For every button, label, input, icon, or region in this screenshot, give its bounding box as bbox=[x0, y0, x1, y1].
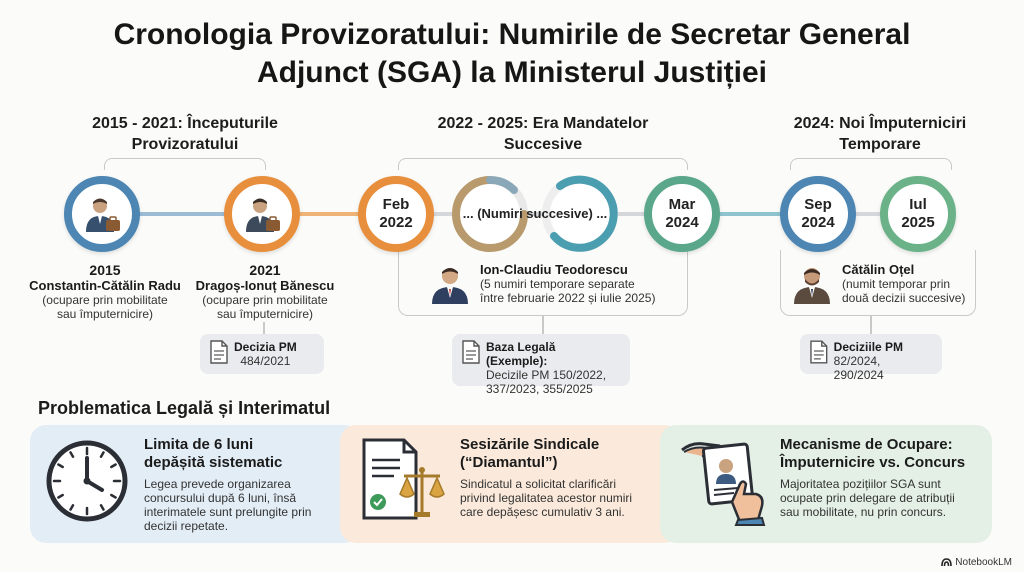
timeline-node-mar-2024 bbox=[644, 176, 720, 252]
person-name: Ion-Claudiu Teodorescu bbox=[480, 262, 628, 277]
page-title-line2: Adjunct (SGA) la Ministerul Justiției bbox=[256, 56, 768, 89]
person-name: Cătălin Oțel bbox=[842, 262, 915, 277]
card-six-month-limit bbox=[144, 436, 344, 533]
person-banescu bbox=[180, 262, 350, 321]
person-note: (ocupare prin mobilitate bbox=[42, 293, 168, 307]
card-text-line: Sindicatul a solicitat clarificări bbox=[460, 477, 617, 491]
node-year: 2024 bbox=[801, 214, 835, 231]
notebooklm-logo-icon bbox=[941, 558, 952, 567]
card-text-line: concursului după 6 luni, însă bbox=[144, 491, 297, 505]
card-union-referrals bbox=[460, 436, 670, 519]
timeline-node-feb-2022 bbox=[358, 176, 434, 252]
person-name: Dragoș-Ionuț Bănescu bbox=[195, 278, 335, 293]
card-text-line: decizii repetate. bbox=[144, 519, 229, 533]
document-icon bbox=[810, 340, 828, 364]
card-text-line: Majoritatea pozițiilor SGA sunt bbox=[780, 477, 941, 491]
era-heading-line: 2024: Noi Împuterniciri bbox=[793, 115, 967, 132]
legal-doc-examples bbox=[452, 334, 630, 396]
era-heading-2015-2021 bbox=[60, 113, 310, 155]
legal-doc-82-290-2024 bbox=[800, 334, 942, 382]
doc-title: Deciziile PM bbox=[833, 340, 904, 354]
card-text-line: ocupate prin delegare de atribuții bbox=[780, 491, 955, 505]
era-heading-2022-2025 bbox=[388, 113, 698, 155]
card-text bbox=[460, 477, 670, 519]
page-title-line1: Cronologia Provizoratului: Numirile de Secretar General bbox=[113, 18, 911, 51]
person-note: sau împuternicire) bbox=[56, 307, 154, 321]
node-year: 2024 bbox=[665, 214, 699, 231]
timeline-node-2021 bbox=[224, 176, 300, 252]
connector-line bbox=[263, 322, 265, 334]
person-otel bbox=[790, 262, 990, 306]
era-heading-line: Provizoratului bbox=[131, 136, 239, 153]
person-note: sau împuternicire) bbox=[216, 307, 314, 321]
era-heading-line: Temporare bbox=[839, 136, 921, 153]
document-icon bbox=[210, 340, 228, 364]
doc-title: Decizia PM bbox=[234, 340, 297, 354]
doc-text: Decizile PM 150/2022, bbox=[486, 368, 607, 382]
card-text-line: sau mobilitate, nu prin concurs. bbox=[780, 505, 947, 519]
legal-doc-484-2021 bbox=[200, 334, 324, 374]
card-title: Sesizările Sindicale bbox=[460, 436, 600, 453]
person-icon bbox=[428, 262, 472, 306]
doc-title: Baza Legală (Exemple): bbox=[486, 340, 556, 368]
era-bracket-2024 bbox=[790, 158, 952, 170]
connector-line bbox=[870, 316, 872, 334]
node-year: 2022 bbox=[379, 214, 413, 231]
connector-line bbox=[542, 316, 544, 334]
page-title bbox=[20, 16, 1004, 92]
person-icon bbox=[240, 192, 284, 236]
person-name: Constantin-Cătălin Radu bbox=[29, 278, 181, 293]
doc-text: 82/2024, 290/2024 bbox=[833, 354, 884, 382]
scales-icon bbox=[360, 436, 450, 522]
doc-text: 484/2021 bbox=[240, 354, 291, 368]
person-year: 2021 bbox=[249, 262, 281, 278]
card-title: Limita de 6 luni bbox=[144, 436, 254, 453]
person-teodorescu bbox=[428, 262, 688, 306]
section-title-legal-issues: Problematica Legală și Interimatul bbox=[38, 398, 331, 418]
node-month: Sep bbox=[804, 196, 832, 213]
era-heading-line: 2022 - 2025: Era Mandatelor bbox=[437, 115, 649, 132]
era-bracket-2022-2025 bbox=[398, 158, 688, 170]
node-month: Iul bbox=[909, 196, 927, 213]
era-heading-line: Succesive bbox=[503, 136, 583, 153]
person-note: (numit temporar prin bbox=[842, 277, 951, 291]
node-month: Feb bbox=[382, 196, 410, 213]
card-text-line: Legea prevede organizarea bbox=[144, 477, 291, 491]
person-icon bbox=[80, 192, 124, 236]
node-month: Mar bbox=[668, 196, 696, 213]
person-icon bbox=[790, 262, 834, 306]
card-text bbox=[144, 477, 344, 533]
era-heading-line: 2015 - 2021: Începuturile bbox=[92, 115, 278, 132]
brand-label: NotebookLM bbox=[955, 557, 1012, 568]
document-icon bbox=[462, 340, 480, 364]
card-title: depășită sistematic bbox=[144, 454, 283, 471]
card-title: Împuternicire vs. Concurs bbox=[780, 454, 966, 471]
notebooklm-watermark bbox=[941, 557, 1012, 568]
person-note: (5 numiri temporare separate bbox=[480, 277, 635, 291]
person-note: (ocupare prin mobilitate bbox=[202, 293, 328, 307]
card-title: (“Diamantul”) bbox=[460, 454, 558, 471]
successive-appointments-label: ... (Numiri succesive) ... bbox=[462, 206, 608, 221]
node-year: 2025 bbox=[901, 214, 935, 231]
doc-text: 337/2023, 355/2025 bbox=[486, 382, 593, 396]
card-text-line: privind legalitatea acestor numiri bbox=[460, 491, 633, 505]
clock-icon bbox=[44, 438, 130, 524]
era-heading-2024 bbox=[750, 113, 1010, 155]
era-bracket-2015-2021 bbox=[104, 158, 266, 170]
card-text bbox=[780, 477, 986, 519]
person-radu bbox=[20, 262, 190, 321]
person-year: 2015 bbox=[89, 262, 121, 278]
timeline-node-2015 bbox=[64, 176, 140, 252]
timeline-node-jul-2025 bbox=[880, 176, 956, 252]
timeline-node-sep-2024 bbox=[780, 176, 856, 252]
card-occupation-mechanisms bbox=[780, 436, 986, 519]
card-title: Mecanisme de Ocupare: bbox=[780, 436, 953, 453]
card-text-line: interimatele sunt prelungite prin bbox=[144, 505, 312, 519]
card-text-line: care depășesc cumulativ 3 ani. bbox=[460, 505, 625, 519]
person-note: între februarie 2022 și iulie 2025) bbox=[480, 291, 656, 305]
hand-resume-icon bbox=[680, 432, 774, 526]
person-note: două decizii succesive) bbox=[842, 291, 966, 305]
